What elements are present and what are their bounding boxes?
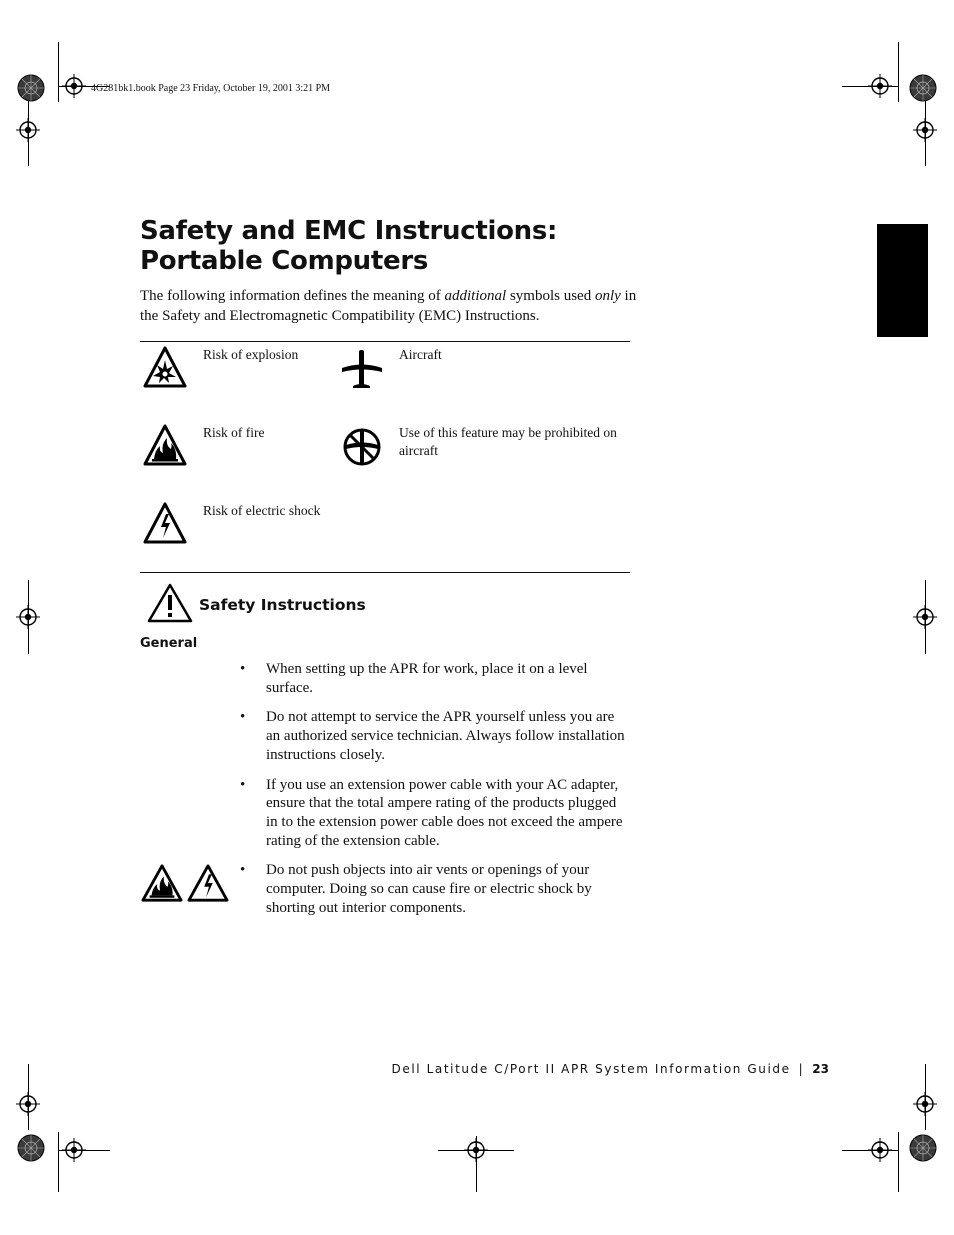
footer-separator: | [798, 1062, 805, 1076]
bullet-text: Do not push objects into air vents or openings of your computer. Doing so can cause fire or electric shock by shorting out interior components. [266, 862, 592, 916]
intro-emphasis-additional: additional [444, 288, 507, 304]
symbol-label-electric-shock: Risk of electric shock [203, 503, 321, 518]
bullet-text: Do not attempt to service the APR yourself unless you are an authorized service technician. Always follow installation instructions closely. [266, 709, 625, 763]
thumb-tab [877, 224, 928, 337]
symbol-label-explosion: Risk of explosion [203, 347, 299, 362]
intro-text: in the Safety and Electromagnetic Compatibility (EMC) Instructions. [140, 288, 637, 324]
symbol-label-fire: Risk of fire [203, 425, 265, 440]
intro-paragraph [140, 286, 640, 326]
list-item: • If you use an extension power cable with your AC adapter, ensure that the total ampere rating of the products plugged in to the extension power cable does not exceed the ampere rating of the extension cable. [240, 776, 623, 849]
divider [140, 341, 630, 342]
symbol-label-prohibited-on-aircraft: Use of this feature may be prohibited on aircraft [399, 425, 617, 458]
subheading-general: General [140, 636, 198, 651]
bullet-text: When setting up the APR for work, place it on a level surface. [266, 661, 588, 696]
list-item: • Do not attempt to service the APR yourself unless you are an authorized service technician. Always follow installation instructions closely. [240, 709, 625, 763]
book-info-slug: 4G281bk1.book Page 23 Friday, October 19, 2001 3:21 PM [91, 83, 331, 94]
prohibited-on-aircraft-icon [339, 424, 385, 470]
intro-text: symbols used [506, 288, 595, 304]
page-number: 23 [812, 1062, 829, 1076]
aircraft-icon [339, 346, 385, 392]
fire-warning-icon [142, 422, 188, 468]
divider [140, 572, 630, 573]
caution-icon [147, 583, 193, 623]
footer-guide-title: Dell Latitude C/Port II APR System Information Guide [391, 1062, 791, 1076]
page-title: Safety and EMC Instructions: Portable Computers [140, 216, 558, 276]
safety-bullet-list [240, 660, 625, 928]
section-heading-safety: Safety Instructions [199, 596, 366, 614]
intro-emphasis-only: only [594, 288, 621, 304]
fire-warning-icon [140, 863, 184, 903]
bullet-text: If you use an extension power cable with your AC adapter, ensure that the total ampere rating of the products plugged in to the extension power cable does not exceed the ampere rating of the extension cable. [266, 776, 623, 849]
electric-shock-warning-icon [142, 500, 188, 546]
page-footer [392, 1062, 829, 1076]
electric-shock-warning-icon [186, 863, 230, 903]
intro-text: The following information defines the meaning of [140, 288, 445, 304]
symbol-label-aircraft: Aircraft [399, 347, 442, 362]
explosion-warning-icon [142, 344, 188, 390]
list-item: • Do not push objects into air vents or openings of your computer. Doing so can cause fire or electric shock by shorting out interior components. [240, 862, 592, 916]
list-item: • When setting up the APR for work, place it on a level surface. [240, 661, 588, 696]
